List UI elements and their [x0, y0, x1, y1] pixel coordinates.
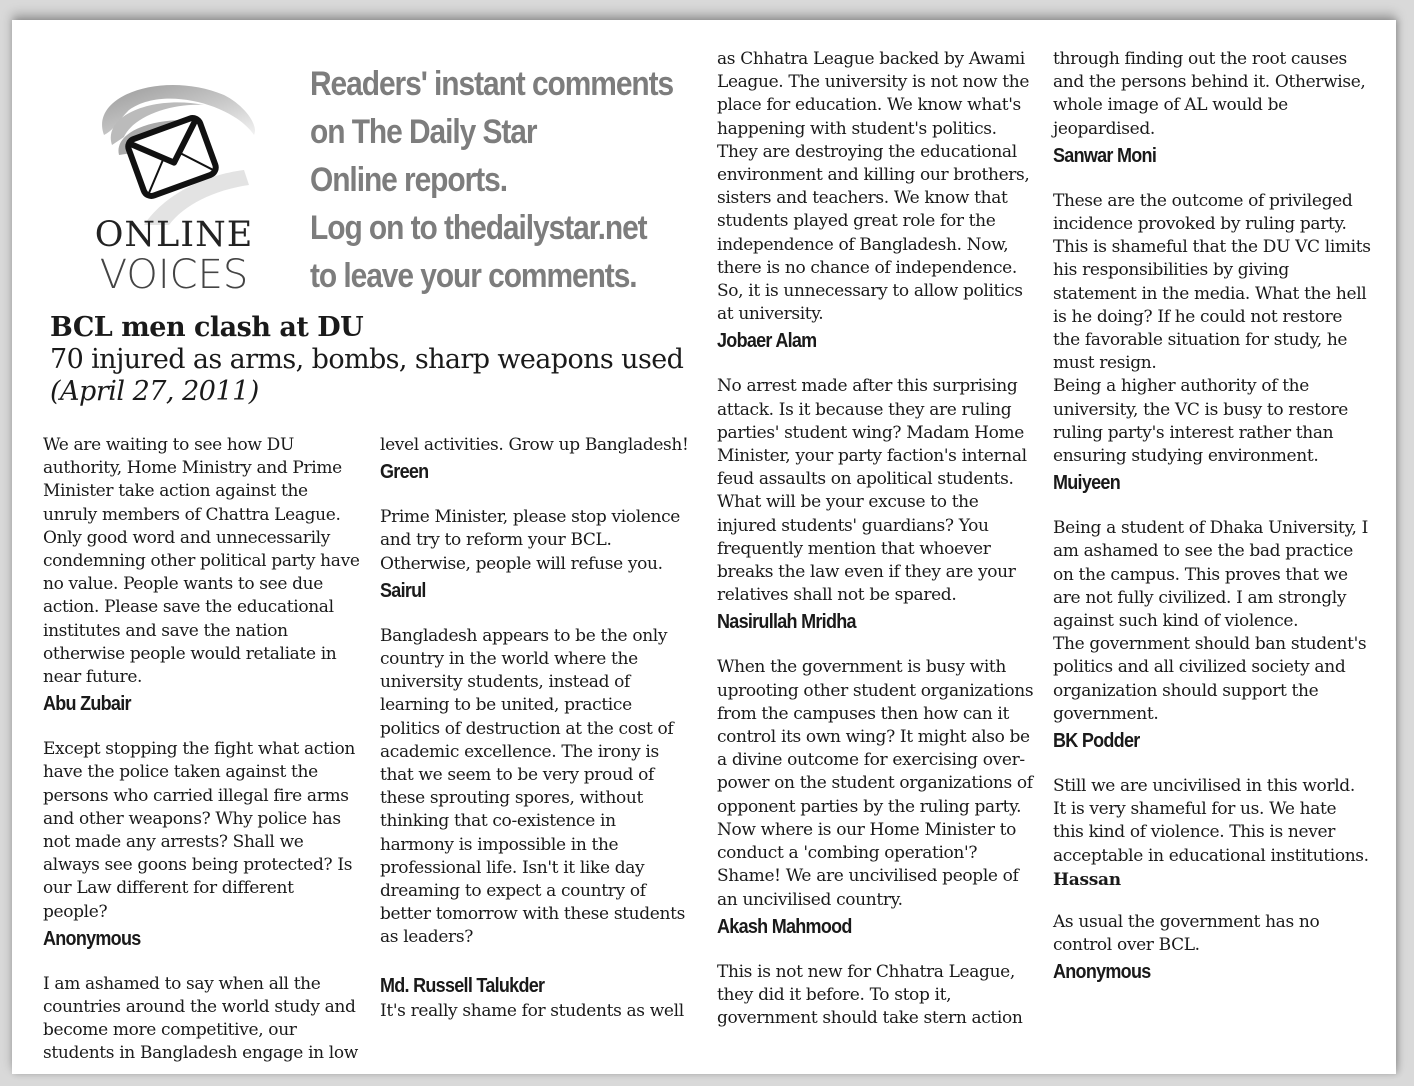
comment-text: Still we are uncivilised in this world. It is very shameful for us. We hate this kind of violence. This is never acceptable in educational institutions.	[1053, 776, 1369, 866]
logo-line-voices: VOICES	[99, 252, 249, 298]
tagline-line: Log on to thedailystar.net	[310, 209, 647, 247]
comment-text: Except stopping the fight what action have the police taken against the persons who carried illegal fire arms and other weapons? Why police has not made any arrests? Shall we always see goons being protected? Is our Law different for different people?	[43, 739, 355, 922]
article-headline	[50, 312, 690, 408]
comment-text: It's really shame for students as well	[380, 1000, 684, 1021]
comment-text: level activities. Grow up Bangladesh!	[380, 435, 689, 455]
comment-text: As usual the government has no control over BCL.	[1053, 911, 1320, 956]
comment-text: When the government is busy with uprooting other student organizations from the campuses then how can it control its own wing? It might also be a divine outcome for exercising over-power on the student organizations of opponent parties by the ruling party. Now where is our Home Minister to conduct a 'combing operation'? Shame! We are uncivilised people of an uncivilised country.	[717, 657, 1034, 910]
comment-author: Akash Mahmood	[717, 915, 852, 938]
logo-line-online: ONLINE	[94, 215, 254, 255]
comment-author: Anonymous	[1053, 961, 1151, 984]
comment	[380, 506, 692, 605]
comment-author: Anonymous	[43, 927, 141, 950]
comment-column-3	[717, 48, 1035, 1050]
comment-author: Sanwar Moni	[1053, 144, 1157, 167]
headline-title: BCL men clash at DU	[50, 312, 364, 343]
comment-column-2	[380, 434, 692, 1043]
comment-text: Bangladesh appears to be the only country in the world where the university students, instead of learning to be united, practice politics of destruction at the cost of academic excellence. The irony is that we seem to be very proud of these sprouting spores, without thinking that co-existence in harmony is impossible in the professional life. Isn't it like day dreaming to expect a country of better tomorrow with these students as leaders?	[380, 625, 685, 948]
comment	[1053, 911, 1371, 986]
comment-author: Muiyeen	[1053, 472, 1120, 495]
tagline	[310, 60, 674, 300]
comment-text: Prime Minister, please stop violence and try to reform your BCL. Otherwise, people will refuse you.	[380, 507, 680, 574]
online-voices-logo	[84, 75, 264, 305]
comment	[717, 656, 1035, 940]
tagline-line: Readers' instant comments	[310, 65, 674, 103]
tagline-line: Online reports.	[310, 161, 507, 199]
comment	[717, 48, 1035, 355]
comment	[43, 738, 361, 953]
comment-column-4	[1053, 48, 1371, 1006]
comment-author: Hassan	[1053, 869, 1121, 890]
newspaper-page	[12, 20, 1396, 1074]
envelope-icon	[84, 75, 264, 225]
comment-text: This is not new for Chhatra League, they did it before. To stop it, government should take stern action	[717, 961, 1023, 1029]
tagline-line: to leave your comments.	[310, 257, 637, 295]
comment-author: Jobaer Alam	[717, 330, 817, 353]
headline-subtitle: 70 injured as arms, bombs, sharp weapons used	[50, 344, 684, 375]
headline-date: (April 27, 2011)	[50, 376, 259, 407]
comment-author: Md. Russell Talukder	[380, 974, 545, 997]
comment-text: Being a student of Dhaka University, I am ashamed to see the bad practice on the campus. This proves that we are not fully civilized. I am strongly against such kind of violence.	[1053, 518, 1368, 632]
comment-author: Abu Zubair	[43, 693, 131, 716]
comment	[380, 434, 692, 486]
comment	[380, 625, 692, 1023]
tagline-line: on The Daily Star	[310, 113, 537, 151]
comment	[1053, 775, 1371, 891]
comment-text-continued: Being a higher authority of the university, the VC is busy to restore ruling party's interest rather than ensuring studying environment.	[1053, 376, 1349, 467]
comment-text: No arrest made after this surprising attack. Is it because they are ruling parties' student wing? Madam Home Minister, your party faction's internal feud assaults on apolitical students. What will be your excuse to the injured students' guardians? You frequently mention that whoever breaks the law even if they are your relatives shall not be spared.	[717, 376, 1027, 606]
comment	[717, 961, 1035, 1031]
comment	[1053, 48, 1371, 170]
comment	[1053, 517, 1371, 755]
comment-author: Nasirullah Mridha	[717, 611, 856, 634]
comment-text: These are the outcome of privileged incidence provoked by ruling party. This is shameful that the DU VC limits his responsibilities by giving statement in the media. What the hell is he doing? If he could not restore the favorable situation for study, he must resign.	[1053, 190, 1371, 374]
comment	[43, 973, 361, 1066]
comment-author: Green	[380, 461, 429, 484]
comment-text-continued: The government should ban student's politics and all civilized society and organization should support the government.	[1053, 634, 1367, 724]
comment	[43, 434, 361, 718]
comment-text: I am ashamed to say when all the countries around the world study and become more competitive, our students in Bangladesh engage in low	[43, 973, 358, 1064]
comment	[717, 375, 1035, 636]
comment-column-1	[43, 434, 361, 1086]
comment-author: BK Podder	[1053, 730, 1140, 753]
comment-text: We are waiting to see how DU authority, Home Ministry and Prime Minister take action against the unruly members of Chattra League. Only good word and unnecessarily condemning other political party have no value. People wants to see due action. Please save the educational institutes and save the nation otherwise people would retaliate in near future.	[43, 435, 360, 688]
comment-text: through finding out the root causes and the persons behind it. Otherwise, whole image of AL would be jeopardised.	[1053, 49, 1366, 139]
comment-author: Sairul	[380, 579, 426, 602]
comment-text: as Chhatra League backed by Awami League. The university is not now the place for education. We know what's happening with student's politics. They are destroying the educational environment and killing our brothers, sisters and teachers. We know that students played great role for the independence of Bangladesh. Now, there is no chance of independence. So, it is unnecessary to allow politics at university.	[717, 49, 1030, 325]
comment	[1053, 190, 1371, 497]
